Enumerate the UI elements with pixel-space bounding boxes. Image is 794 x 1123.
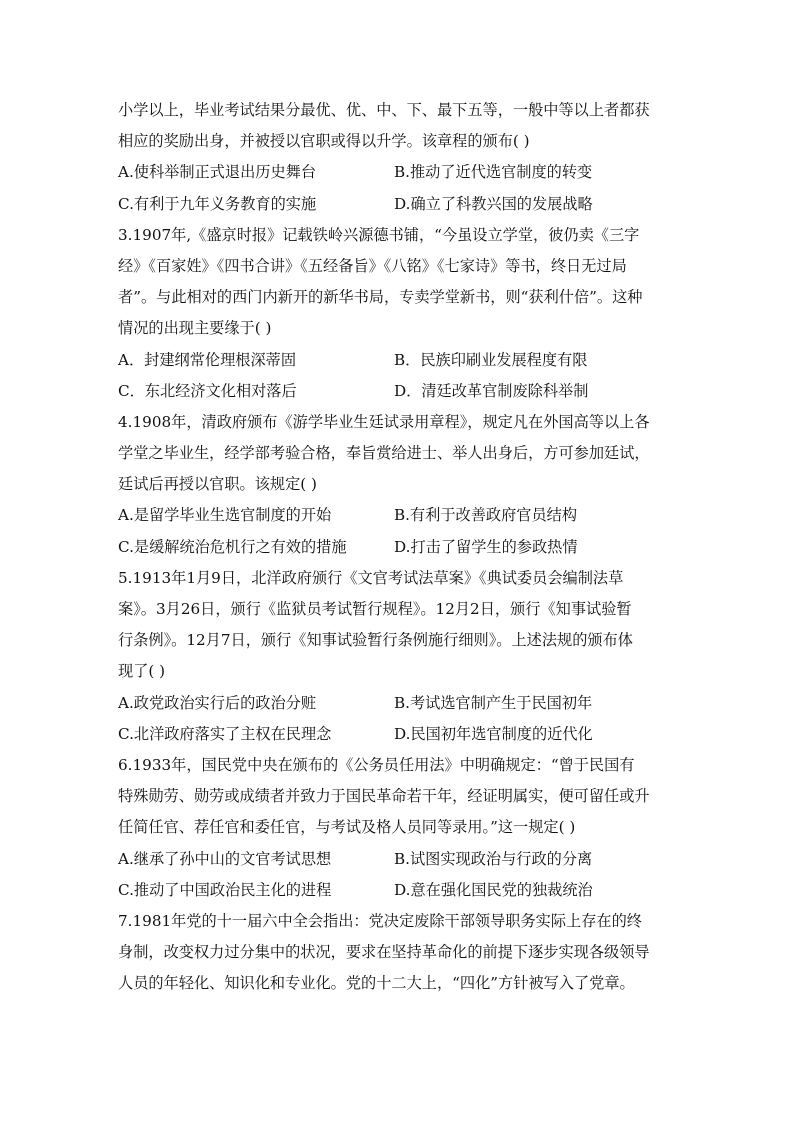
q2-option-b[interactable]: B.推动了近代选官制度的转变	[394, 163, 593, 182]
q6-option-c[interactable]: C.推动了中国政治民主化的进程	[118, 880, 332, 899]
q3-options-row-2	[118, 376, 684, 407]
q2-option-d[interactable]: D.确立了科教兴国的发展战略	[394, 194, 593, 213]
q6-line-2: 特殊勋劳、勋劳或成绩者并致力于国民革命若干年，经证明属实，便可留任或升	[118, 787, 650, 806]
q5-line-1: 5.1913年1月9日，北洋政府颁行《文官考试法草案》《典试委员会编制法草	[118, 568, 624, 587]
q7-line-1: 7.1981年党的十一届六中全会指出：党决定废除干部领导职务实际上存在的终	[118, 911, 642, 930]
q5-options-row-1	[118, 688, 684, 719]
q5-option-d[interactable]: D.民国初年选官制度的近代化	[394, 724, 593, 743]
q4-options-row-1	[118, 500, 684, 531]
q5-option-b[interactable]: B.考试选官制产生于民国初年	[394, 693, 593, 712]
q6-option-b[interactable]: B.试图实现政治与行政的分离	[394, 849, 593, 868]
q7-line-2: 身制，改变权力过分集中的状况，要求在坚持革命化的前提下逐步实现各级领导	[118, 943, 650, 962]
q5-option-c[interactable]: C.北洋政府落实了主权在民理念	[118, 724, 332, 743]
q3-line-2: 经》《百家姓》《四书合讲》《五经备旨》《八铭》《七家诗》等书，终日无过局	[118, 256, 627, 275]
q4-option-a[interactable]: A.是留学毕业生选官制度的开始	[118, 506, 332, 525]
q5-line-3: 行条例》。12月7日，颁行《知事试验暂行条例施行细则》。上述法规的颁布体	[118, 631, 633, 650]
q6-options-row-1	[118, 844, 684, 875]
q2-line-1: 小学以上，毕业考试结果分最优、优、中、下、最下五等，一般中等以上者都获	[118, 101, 650, 119]
q5-option-a[interactable]: A.政党政治实行后的政治分赃	[118, 693, 317, 712]
q4-options-row-2	[118, 532, 684, 563]
q6-option-a[interactable]: A.继承了孙中山的文官考试思想	[118, 849, 332, 868]
q2-option-a[interactable]: A.使科举制正式退出历史舞台	[118, 163, 317, 182]
q4-line-1: 4.1908年，清政府颁布《游学毕业生廷试录用章程》，规定凡在外国高等以上各	[118, 412, 650, 431]
q4-line-2: 学堂之毕业生，经学部考验合格，奉旨赏给进士、举人出身后，方可参加廷试，	[118, 444, 650, 463]
q4-line-3: 廷试后再授以官职。该规定( )	[118, 475, 317, 494]
q6-options-row-2	[118, 875, 684, 906]
question-content	[118, 95, 684, 999]
q2-options-row-2	[118, 189, 684, 220]
q2-option-c[interactable]: C.有利于九年义务教育的实施	[118, 194, 317, 213]
q5-options-row-2	[118, 719, 684, 750]
q4-option-b[interactable]: B.有利于改善政府官员结构	[394, 506, 578, 525]
q3-line-1: 3.1907年,《盛京时报》记载铁岭兴源德书铺，“今虽设立学堂，彼仍卖《三字	[118, 225, 640, 244]
q6-line-3: 任简任官、荐任官和委任官，与考试及格人员同等录用。”这一规定( )	[118, 818, 576, 837]
q7-line-3: 人员的年轻化、知识化和专业化。党的十二大上，“四化”方针被写入了党章。	[118, 974, 635, 993]
q3-option-c[interactable]: C．东北经济文化相对落后	[118, 381, 297, 400]
q2-line-2: 相应的奖励出身，并被授以官职或得以升学。该章程的颁布( )	[118, 132, 530, 151]
q6-line-1: 6.1933年，国民党中央在颁布的《公务员任用法》中明确规定：“曾于民国有	[118, 755, 635, 774]
q4-option-c[interactable]: C.是缓解统治危机行之有效的措施	[118, 537, 347, 556]
q3-line-3: 者”。与此相对的西门内新开的新华书局，专卖学堂新书，则“获利什倍”。这种	[118, 288, 643, 307]
q5-line-2: 案》。3月26日，颁行《监狱员考试暂行规程》。12月2日，颁行《知事试验暂	[118, 600, 632, 618]
q3-option-b[interactable]: B．民族印刷业发展程度有限	[394, 350, 588, 369]
q3-option-d[interactable]: D．清廷改革官制废除科举制	[394, 381, 589, 400]
q5-line-4: 现了( )	[118, 662, 166, 681]
q4-option-d[interactable]: D.打击了留学生的参政热情	[394, 537, 578, 556]
q3-line-4: 情况的出现主要缘于( )	[118, 319, 272, 338]
q2-options-row-1	[118, 157, 684, 188]
q3-option-a[interactable]: A．封建纲常伦理根深蒂固	[118, 350, 297, 369]
q6-option-d[interactable]: D.意在强化国民党的独裁统治	[394, 880, 593, 899]
q3-options-row-1	[118, 345, 684, 376]
